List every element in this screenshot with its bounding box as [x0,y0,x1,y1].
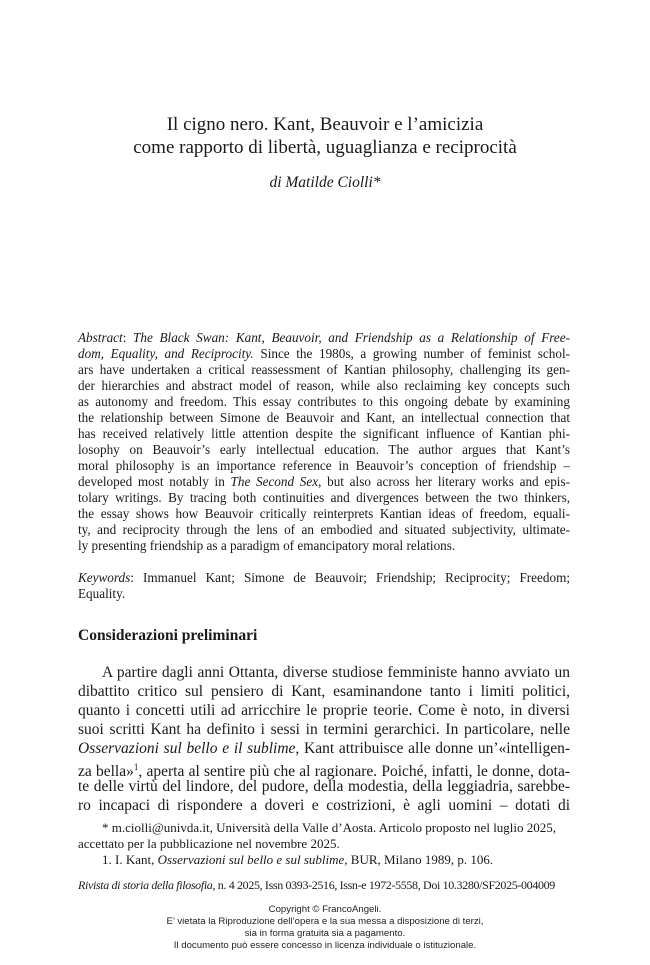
abstract-line: has received relatively little attention despite the significant influence of Kantian phi- [78,426,570,441]
copyright-line: Copyright © FrancoAngeli. [268,904,382,915]
journal-name: Rivista di storia della filosofia [78,878,213,892]
body-line: suoi scritti Kant ha definito i sessi in termini gerarchici. In particolare, nelle [78,721,570,738]
author-byline: di Matilde Ciolli* [269,174,381,191]
abstract-line: ty, and reciprocity through the lens of an embodied and situated subjectivity, ultimate- [78,522,570,537]
body-line: dibattito critico sul pensiero di Kant, esaminandone tanto i limiti politici, [78,683,570,700]
footnote-author: * m.ciolli@univda.it, Università della Valle d’Aosta. Articolo proposto nel luglio 2025, [102,820,557,835]
abstract-label: Abstract [78,330,123,345]
abstract-line: the relationship between Simone de Beauvoir and Kant, an intellectual connection that [78,410,570,425]
book-title: Osservazioni sul bello e sul sublime [157,852,345,867]
abstract-line: dom, Equality, and Reciprocity. Since the 1980s, a growing number of feminist schol- [78,346,570,361]
abstract-line: tolary writings. By tracing both continuities and divergences between the two thinkers, [78,490,570,505]
footnote-marker[interactable]: 1 [133,762,139,772]
abstract-line: Abstract: The Black Swan: Kant, Beauvoir, and Friendship as a Relationship of Free- [78,330,570,345]
keywords-label: Keywords [78,570,131,585]
book-title: Osservazioni sul bello e il sublime [78,740,296,757]
body-line: za bella»$^1$, aperta al sentire più che al ragionare. Poiché, infatti, le donne, dota- [78,762,570,781]
body-line: te delle virtù del lindore, del pudore, della modestia, della leggiadria, sarebbe- [78,778,570,795]
abstract-line: developed most notably in The Second Sex, but also across her literary works and epis- [78,474,570,489]
copyright-line: Il documento può essere concesso in licenza individuale o istituzionale. [173,940,477,951]
keywords-line: Equality. [78,586,126,601]
abstract-english-title: dom, Equality, and Reciprocity. [78,346,254,361]
abstract-line: ars have undertaken a critical reassessment of Kantian philosophy, challenging its gen- [78,362,570,377]
body-line: A partire dagli anni Ottanta, diverse studiose femministe hanno avviato un [102,664,570,681]
abstract-line: as autonomy and freedom. This essay contributes to this ongoing debate by examining [78,394,570,409]
journal-citation: Rivista di storia della filosofia, n. 4 2025, Issn 0393-2516, Issn-e 1972-5558, Doi 10.3280/SF2025-004009 [78,878,555,892]
body-line: quanto i concetti utili ad arricchire le proprie teorie. Come è noto, in diversi [78,702,570,719]
section-heading: Considerazioni preliminari [78,627,258,644]
abstract-line: losophy on Beauvoir’s early intellectual education. The author argues that Kant’s [78,442,570,457]
abstract-line: der hierarchies and abstract model of reason, while also reclaiming key concepts such [78,378,570,393]
footnote-author: accettato per la pubblicazione nel novembre 2025. [78,836,340,851]
abstract-english-title: The Black Swan: Kant, Beauvoir, and Friendship as a Relationship of Free- [133,330,570,345]
abstract-line: moral philosophy is an importance reference in Beauvoir’s conception of friendship – [78,458,570,473]
abstract-line: the essay shows how Beauvoir critically reinterprets Kantian ideas of freedom, equali- [78,506,570,521]
copyright-line: sia in forma gratuita sia a pagamento. [244,928,406,939]
keywords-line: Keywords: Immanuel Kant; Simone de Beauvoir; Friendship; Reciprocity; Freedom; [78,570,570,585]
footnote-1: 1. I. Kant, Osservazioni sul bello e sul sublime, BUR, Milano 1989, p. 106. [102,852,494,867]
article-title-line-1: Il cigno nero. Kant, Beauvoir e l’amicizia [166,114,484,135]
article-title-line-2: come rapporto di libertà, uguaglianza e reciprocità [133,137,517,158]
body-line: Osservazioni sul bello e il sublime, Kant attribuisce alle donne un’«intelligen- [78,740,570,757]
body-line: ro incapaci di rispondere a doveri e costrizioni, è agli uomini – dotati di [78,797,570,814]
book-title: The Second Sex [230,474,319,489]
abstract-line: ly presenting friendship as a paradigm of emancipatory moral relations. [78,538,456,553]
copyright-line: E’ vietata la Riproduzione dell’opera e la sua messa a disposizione di terzi, [166,916,484,927]
